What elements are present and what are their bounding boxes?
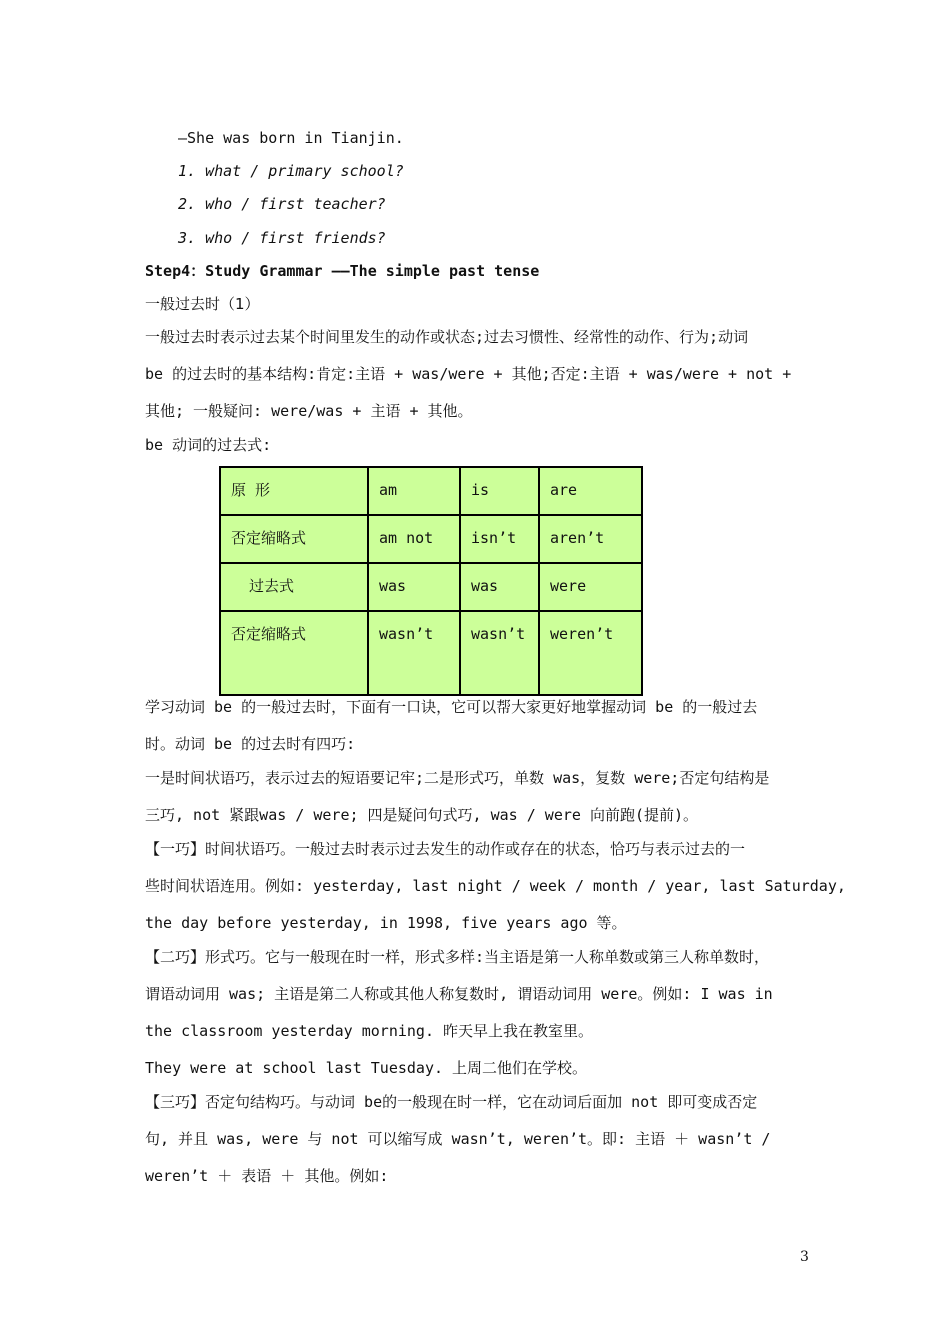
table-row bbox=[220, 611, 642, 695]
table-cell: weren’t bbox=[539, 611, 642, 695]
table-cell: 否定缩略式 bbox=[220, 611, 368, 695]
text-line: 一是时间状语巧，表示过去的短语要记牢;二是形式巧，单数 was，复数 were;否定句结构是 bbox=[145, 769, 770, 787]
paragraph-line: 【一巧】时间状语巧。一般过去时表示过去发生的动作或存在的状态，恰巧与表示过去的一 bbox=[145, 840, 746, 858]
table-cell: 过去式 bbox=[220, 563, 368, 611]
text-line: 其他; 一般疑问: were/was + 主语 + 其他。 bbox=[145, 402, 473, 420]
table-cell: wasn’t bbox=[368, 611, 460, 695]
question-item: 2. who / first teacher? bbox=[178, 195, 386, 213]
text-line: be 动词的过去式: bbox=[145, 436, 272, 454]
table-cell: was bbox=[368, 563, 460, 611]
table-cell: 否定缩略式 bbox=[220, 515, 368, 563]
table-cell: is bbox=[460, 467, 539, 515]
text-line: 三巧, not 紧跟was / were; 四是疑问句式巧, was / were 向前跑(提前)。 bbox=[145, 806, 699, 824]
text-line: be 的过去时的基本结构:肯定:主语 + was/were + 其他;否定:主语 + was/were + not + bbox=[145, 365, 792, 383]
table-cell: isn’t bbox=[460, 515, 539, 563]
table-row bbox=[220, 467, 642, 515]
table-cell: am not bbox=[368, 515, 460, 563]
question-item: 3. who / first friends? bbox=[178, 229, 386, 247]
text-line: weren’t ＋ 表语 ＋ 其他。例如: bbox=[145, 1167, 389, 1185]
paragraph-line: 【二巧】形式巧。它与一般现在时一样，形式多样:当主语是第一人称单数或第三人称单数时， bbox=[145, 948, 770, 966]
table-cell: are bbox=[539, 467, 642, 515]
table-cell: 原 形 bbox=[220, 467, 368, 515]
table-cell: am bbox=[368, 467, 460, 515]
text-line: 些时间状语连用。例如: yesterday, last night / week / month / year, last Saturday, bbox=[145, 877, 846, 895]
table-cell: wasn’t bbox=[460, 611, 539, 695]
example-line: They were at school last Tuesday. 上周二他们在学校。 bbox=[145, 1059, 588, 1077]
section-heading: 一般过去时（1） bbox=[145, 295, 260, 313]
text-line: 时。动词 be 的过去时有四巧: bbox=[145, 735, 356, 753]
paragraph-line: 【三巧】否定句结构巧。与动词 be的一般现在时一样，它在动词后面加 not 即可变成否定 bbox=[145, 1093, 758, 1111]
question-item: 1. what / primary school? bbox=[178, 162, 404, 180]
table-cell: was bbox=[460, 563, 539, 611]
text-line: 谓语动词用 was; 主语是第二人称或其他人称复数时, 谓语动词用 were。例如: I was in bbox=[145, 985, 773, 1003]
page-number: 3 bbox=[800, 1249, 809, 1265]
step-heading: Step4：Study Grammar ——The simple past tense bbox=[145, 262, 540, 280]
table-cell: were bbox=[539, 563, 642, 611]
text-line: the day before yesterday, in 1998, five years ago 等。 bbox=[145, 914, 627, 932]
table-row bbox=[220, 515, 642, 563]
text-line: 一般过去时表示过去某个时间里发生的动作或状态;过去习惯性、经常性的动作、行为;动词 bbox=[145, 328, 749, 346]
table-cell: aren’t bbox=[539, 515, 642, 563]
text-line: 学习动词 be 的一般过去时，下面有一口诀，它可以帮大家更好地掌握动词 be 的一般过去 bbox=[145, 698, 758, 716]
table-row bbox=[220, 563, 642, 611]
be-verb-past-table bbox=[219, 466, 643, 696]
text-line: 句, 并且 was, were 与 not 可以缩写成 wasn’t, weren’t。即: 主语 ＋ wasn’t / bbox=[145, 1130, 771, 1148]
text-line: —She was born in Tianjin. bbox=[178, 129, 404, 147]
example-line: the classroom yesterday morning. 昨天早上我在教室里。 bbox=[145, 1022, 594, 1040]
